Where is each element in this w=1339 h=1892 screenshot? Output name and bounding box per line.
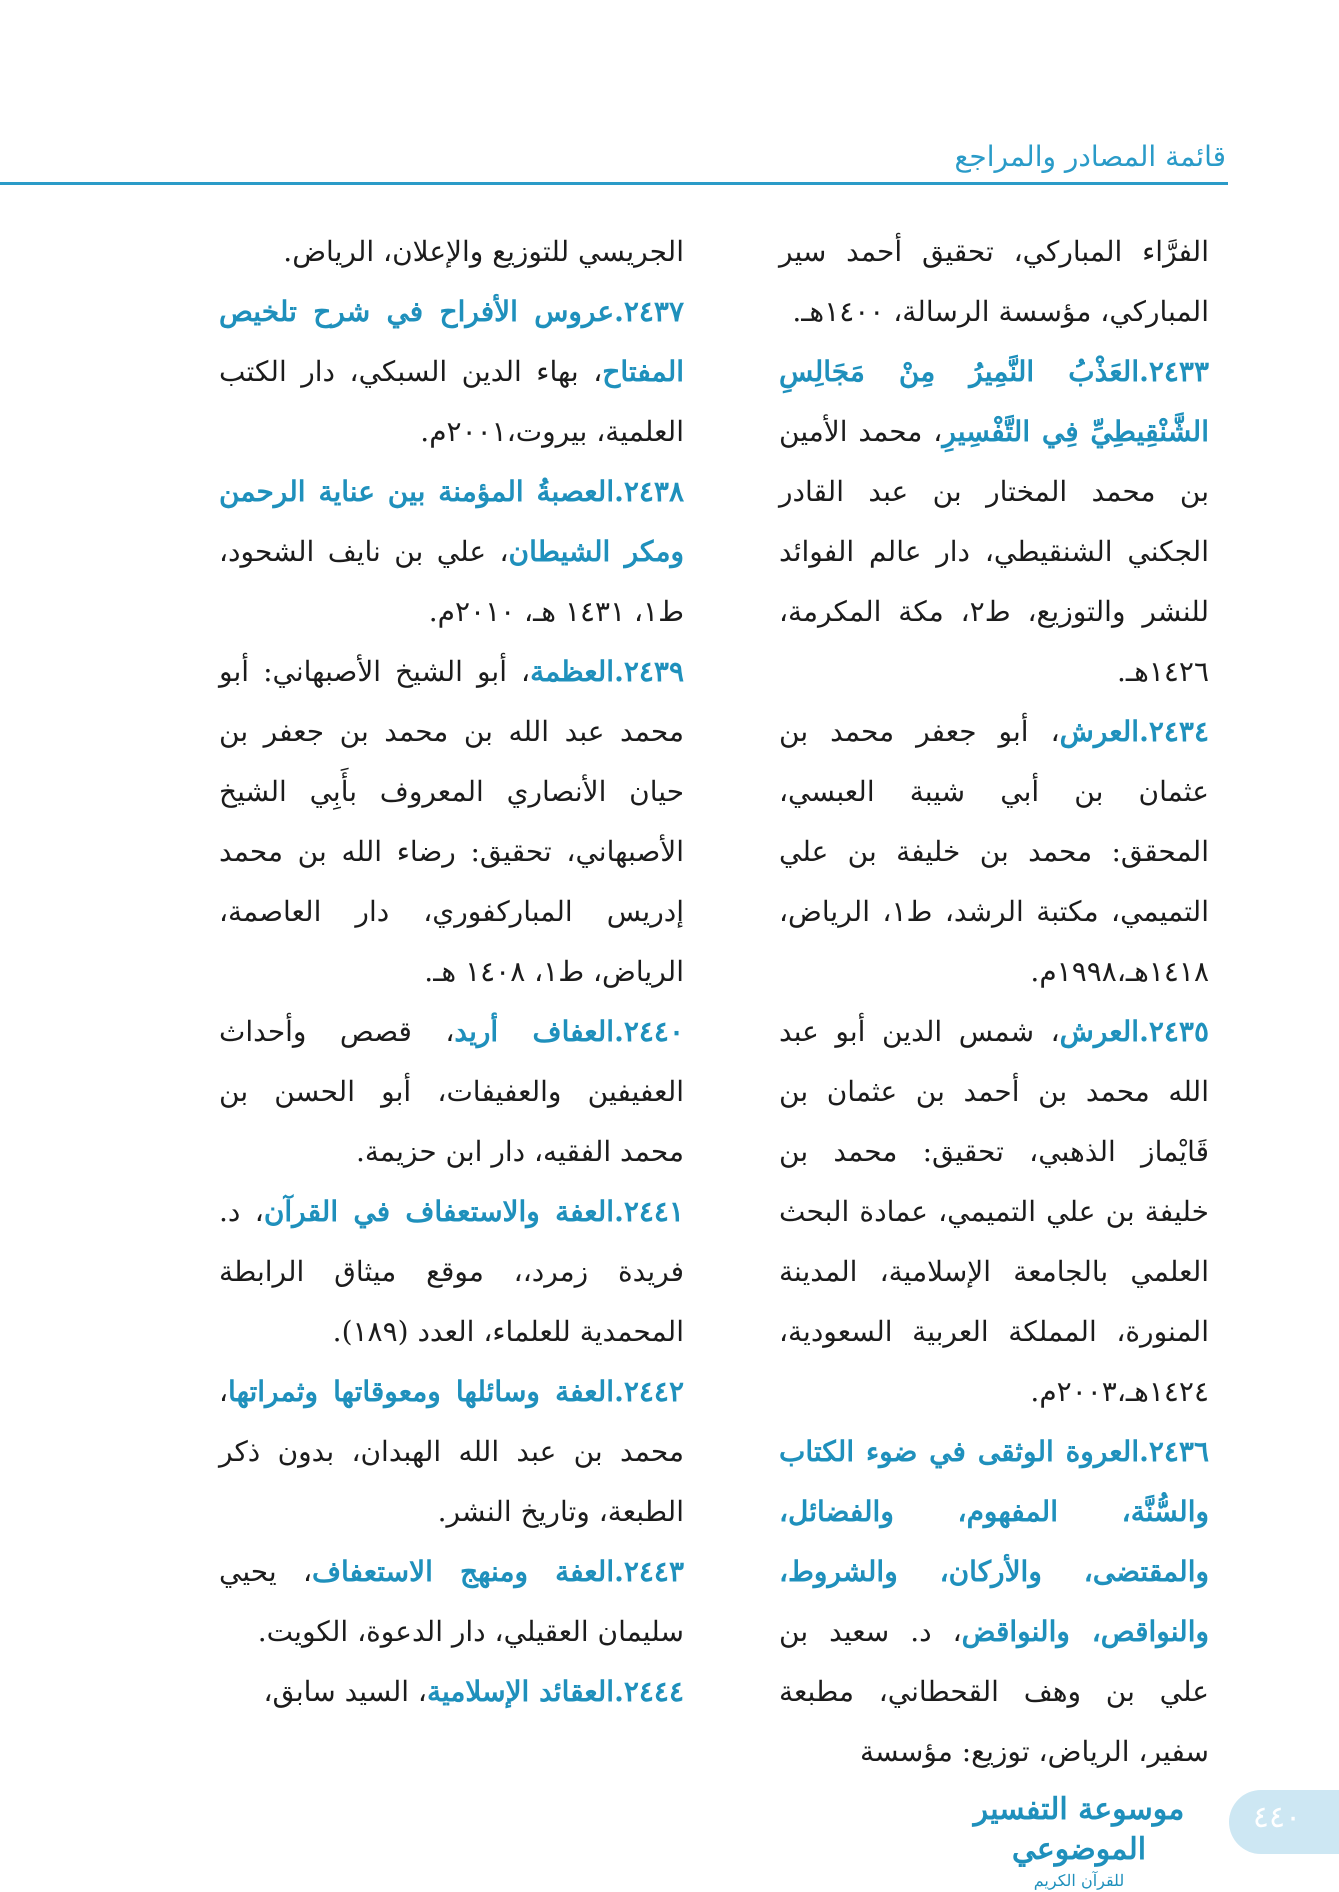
entry-details: ، د. فريدة زمرد،، موقع ميثاق الرابطة المحمدية للعلماء، العدد (١٨٩). <box>219 1195 684 1348</box>
entry-number: ٢٤٤٠. <box>614 1015 684 1048</box>
bib-entry <box>219 462 684 642</box>
entry-title: العفة والاستعفاف في القرآن <box>263 1195 615 1228</box>
entry-details: ، محمد الأمين بن محمد المختار بن عبد القادر الجكني الشنقيطي، دار عالم الفوائد للنشر والتوزيع، ط٢، مكة المكرمة، ١٤٢٦هـ. <box>779 415 1209 688</box>
bib-entry <box>779 1422 1209 1782</box>
entry-number: ٢٤٣٧. <box>614 295 684 328</box>
bib-entry <box>219 1662 684 1722</box>
entry-title: عروس الأفراح في شرح تلخيص المفتاح <box>219 295 684 388</box>
entry-details: ، السيد سابق، <box>263 1675 427 1708</box>
entry-title: العفة وسائلها ومعوقاتها وثمراتها <box>228 1375 615 1408</box>
bib-entry <box>219 1182 684 1362</box>
bib-entry <box>779 702 1209 1002</box>
entry-title: العفاف أريد <box>454 1015 615 1048</box>
entry-details: ، شمس الدين أبو عبد الله محمد بن أحمد بن عثمان بن قَايْماز الذهبي، تحقيق: محمد بن خليفة بن علي التميمي، عمادة البحث العلمي بالجامعة الإسلامية، المدينة المنورة، المملكة العربية السعودية، ١٤٢٤هـ،٢٠٠٣م. <box>779 1015 1209 1408</box>
entry-number: ٢٤٤٣. <box>614 1555 684 1588</box>
entry-title: العروة الوثقى في ضوء الكتاب والسُّنَّة، المفهوم، والفضائل، والمقتضى، والأركان، والشروط، والنواقص، والنواقض <box>779 1435 1209 1648</box>
entry-title: العَذْبُ النَّمِيرُ مِنْ مَجَالِسِ الشَّنْقِيطِيِّ فِي التَّفْسِيرِ <box>779 355 1209 448</box>
bib-entry <box>219 642 684 1002</box>
entry-title: العقائد الإسلامية <box>426 1675 615 1708</box>
bib-entry <box>779 1002 1209 1422</box>
encyclopedia-logo <box>954 1790 1204 1890</box>
entry-number: ٢٤٣٥. <box>1139 1015 1209 1048</box>
entry-title: العرش <box>1059 715 1140 748</box>
right-column <box>779 222 1209 1782</box>
continuation-text: الفرَّاء المباركي، تحقيق أحمد سير المباركي، مؤسسة الرسالة، ١٤٠٠هـ. <box>779 235 1209 328</box>
bib-entry <box>219 1362 684 1542</box>
entry-title: العصبةُ المؤمنة بين عناية الرحمن ومكر الشيطان <box>219 475 684 568</box>
page-header-title: قائمة المصادر والمراجع <box>954 140 1226 173</box>
entry-number: ٢٤٣٦. <box>1139 1435 1209 1468</box>
entry-number: ٢٤٤٤. <box>614 1675 684 1708</box>
entry-title: العفة ومنهج الاستعفاف <box>311 1555 615 1588</box>
logo-title: موسوعة التفسير الموضوعي <box>973 1792 1185 1867</box>
entry-number: ٢٤٣٤. <box>1139 715 1209 748</box>
entry-title: العرش <box>1059 1015 1140 1048</box>
continuation-text: الجريسي للتوزيع والإعلان، الرياض. <box>283 235 684 268</box>
bib-entry <box>219 1002 684 1182</box>
entry-details: ، أبو جعفر محمد بن عثمان بن أبي شيبة العبسي، المحقق: محمد بن خليفة بن علي التميمي، مكتبة الرشد، ط١، الرياض، ١٤١٨هـ،١٩٩٨م. <box>779 715 1209 988</box>
entry-number: ٢٤٣٣. <box>1139 355 1209 388</box>
entry-details: ، محمد بن عبد الله الهبدان، بدون ذكر الطبعة، وتاريخ النشر. <box>219 1375 684 1528</box>
entry-number: ٢٤٣٩. <box>614 655 684 688</box>
logo-subtitle: للقرآن الكريم <box>1033 1871 1125 1890</box>
page-number: ٤٤٠ <box>1252 1800 1302 1835</box>
entry-details: ، قصص وأحداث العفيفين والعفيفات، أبو الحسن بن محمد الفقيه، دار ابن حزيمة. <box>219 1015 684 1168</box>
left-column <box>219 222 684 1722</box>
entry-number: ٢٤٤١. <box>614 1195 684 1228</box>
entry-details: ، د. سعيد بن علي بن وهف القحطاني، مطبعة سفير، الرياض، توزيع: مؤسسة <box>779 1615 1209 1768</box>
entry-details: ، يحيي سليمان العقيلي، دار الدعوة، الكويت. <box>219 1555 684 1648</box>
header-rule <box>0 182 1228 185</box>
entry-number: ٢٤٣٨. <box>614 475 684 508</box>
entry-details: ، علي بن نايف الشحود، ط١، ١٤٣١ هـ، ٢٠١٠م. <box>219 535 684 628</box>
bib-entry <box>219 1542 684 1662</box>
entry-number: ٢٤٤٢. <box>614 1375 684 1408</box>
entry-details: ، بهاء الدين السبكي، دار الكتب العلمية، بيروت،٢٠٠١م. <box>219 355 684 448</box>
entry-details: ، أبو الشيخ الأصبهاني: أبو محمد عبد الله بن محمد بن جعفر بن حيان الأنصاري المعروف بأَبِي الشيخ الأصبهاني، تحقيق: رضاء الله بن محمد إدريس المباركفوري، دار العاصمة، الرياض، ط١، ١٤٠٨ هـ. <box>219 655 684 988</box>
bib-entry <box>219 282 684 462</box>
entry-title: العظمة <box>530 655 615 688</box>
bib-entry <box>779 342 1209 702</box>
